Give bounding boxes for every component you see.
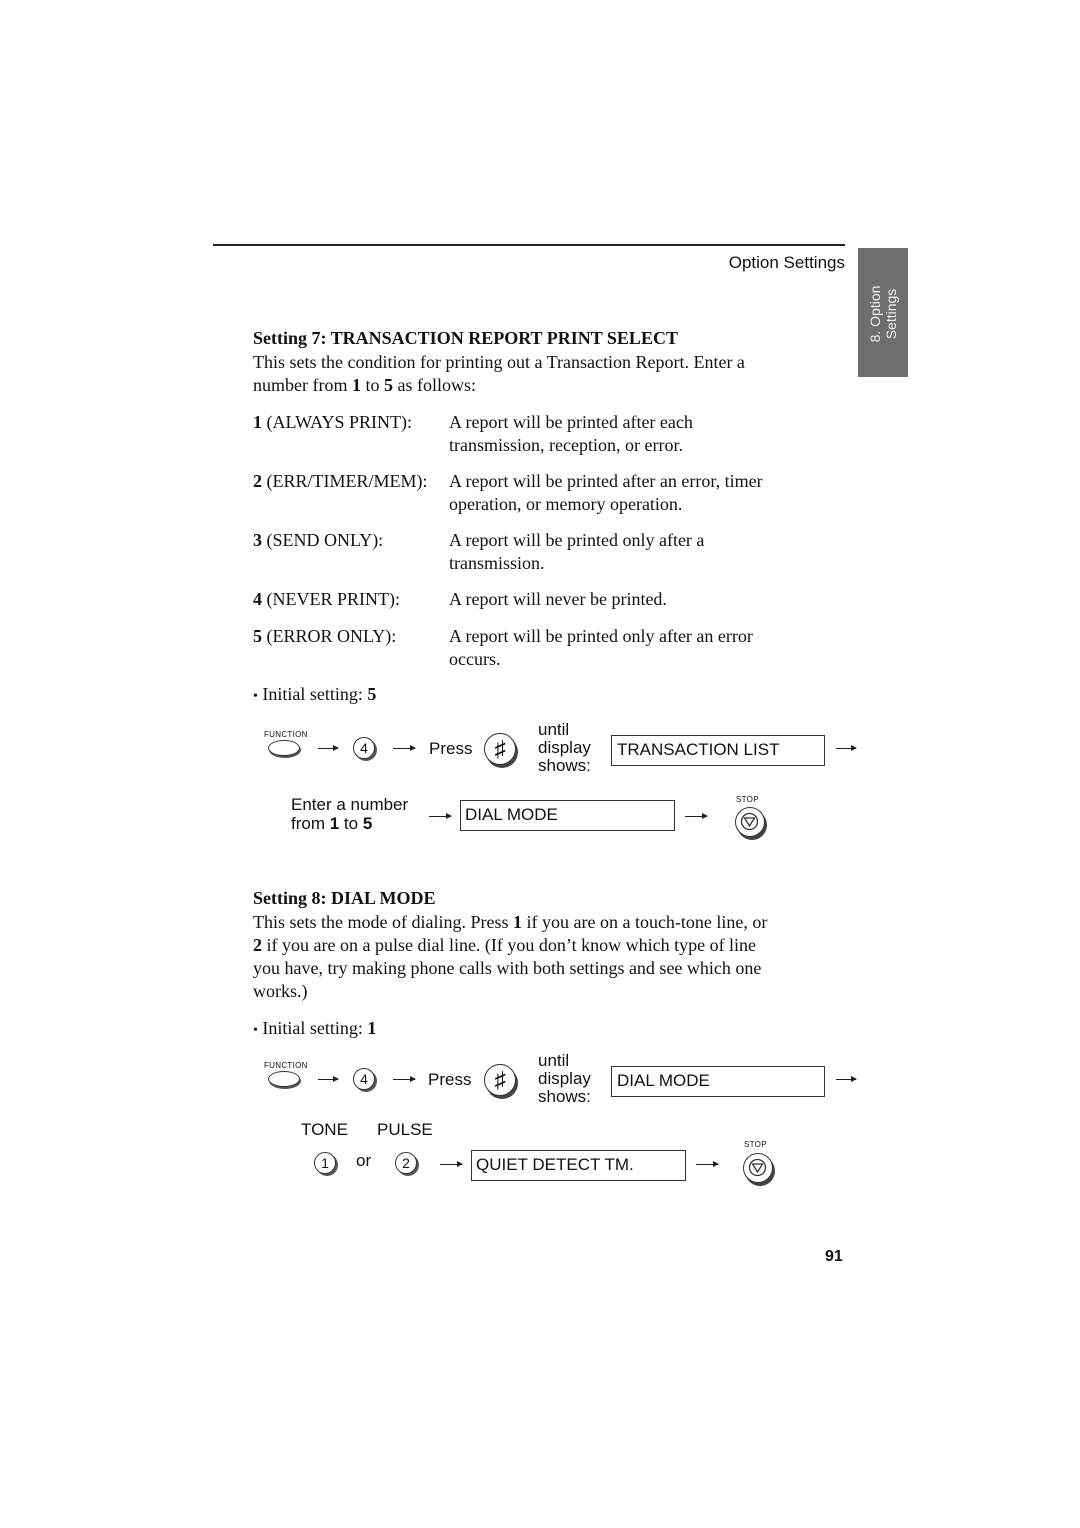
- option-2-name: 2 (ERR/TIMER/MEM):: [253, 471, 428, 491]
- option-1-name: 1 (ALWAYS PRINT):: [253, 412, 413, 432]
- function-key-icon: [268, 1071, 300, 1087]
- key-2-icon: 2: [395, 1152, 417, 1174]
- stop-key-label: STOP: [744, 1140, 767, 1149]
- press-label: Press: [428, 1070, 472, 1089]
- setting8-line2: 2 if you are on a pulse dial line. (If you don’t know which type of line: [253, 935, 757, 955]
- key-4-icon: 4: [353, 1068, 375, 1090]
- setting8-line1: This sets the mode of dialing. Press 1 if you are on a touch-tone line, or: [253, 912, 768, 932]
- press-label: Press: [429, 739, 473, 758]
- tone-label: TONE: [301, 1120, 348, 1139]
- arrow-icon: [696, 1164, 718, 1165]
- arrow-icon: [393, 1079, 415, 1080]
- option-2-desc: A report will be printed after an error, timer operation, or memory operation.: [449, 471, 763, 514]
- arrow-icon: [318, 1079, 338, 1080]
- display-quiet-detect: QUIET DETECT TM.: [471, 1150, 686, 1181]
- arrow-icon: [393, 748, 415, 749]
- setting7-heading: Setting 7: TRANSACTION REPORT PRINT SELECT: [253, 328, 678, 348]
- until-display-shows: until display shows:: [538, 720, 591, 775]
- function-key-label: FUNCTION: [264, 730, 308, 739]
- option-1-desc: A report will be printed after each transmission, reception, or error.: [449, 412, 693, 455]
- setting8-heading: Setting 8: DIAL MODE: [253, 888, 436, 908]
- arrow-icon: [429, 816, 451, 817]
- display-dial-mode: DIAL MODE: [611, 1066, 825, 1097]
- option-3-desc: A report will be printed only after a transmission.: [449, 530, 705, 573]
- option-5-name: 5 (ERROR ONLY):: [253, 626, 397, 646]
- header-rule: [213, 244, 845, 246]
- pulse-label: PULSE: [377, 1120, 433, 1139]
- arrow-icon: [836, 1079, 856, 1080]
- arrow-icon: [440, 1164, 462, 1165]
- setting7-initial: • Initial setting: 5: [253, 684, 377, 704]
- display-dial-mode: DIAL MODE: [460, 800, 675, 831]
- display-transaction-list: TRANSACTION LIST: [611, 735, 825, 766]
- setting8-line3: you have, try making phone calls with both settings and see which one: [253, 958, 762, 978]
- setting8-initial: • Initial setting: 1: [253, 1018, 377, 1038]
- function-key-label: FUNCTION: [264, 1061, 308, 1070]
- page-number: 91: [825, 1248, 843, 1265]
- function-key-icon: [268, 740, 300, 756]
- option-4-desc: A report will never be printed.: [449, 589, 667, 609]
- option-4-name: 4 (NEVER PRINT):: [253, 589, 400, 609]
- or-label: or: [356, 1151, 372, 1170]
- key-4-icon: 4: [353, 737, 375, 759]
- key-1-icon: 1: [314, 1152, 336, 1174]
- chapter-tab: [858, 248, 908, 377]
- arrow-icon: [685, 816, 707, 817]
- setting8-line4: works.): [253, 981, 308, 1001]
- hash-key-icon: ♯: [484, 733, 516, 765]
- stop-key-icon: [743, 1153, 773, 1183]
- arrow-icon: [836, 748, 856, 749]
- hash-key-icon: ♯: [484, 1064, 516, 1096]
- section-header: Option Settings: [728, 253, 845, 272]
- option-3-name: 3 (SEND ONLY):: [253, 530, 384, 550]
- setting7-intro-line2: number from 1 to 5 as follows:: [253, 375, 476, 395]
- until-display-shows: until display shows:: [538, 1051, 591, 1106]
- enter-number-label: Enter a number from 1 to 5: [291, 795, 409, 833]
- stop-key-label: STOP: [736, 795, 759, 804]
- chapter-tab-label: 8. Option Settings: [867, 285, 899, 343]
- option-5-desc: A report will be printed only after an error occurs.: [449, 626, 753, 669]
- stop-key-icon: [735, 807, 765, 837]
- arrow-icon: [318, 748, 338, 749]
- setting7-intro-line1: This sets the condition for printing out a Transaction Report. Enter a: [253, 352, 745, 372]
